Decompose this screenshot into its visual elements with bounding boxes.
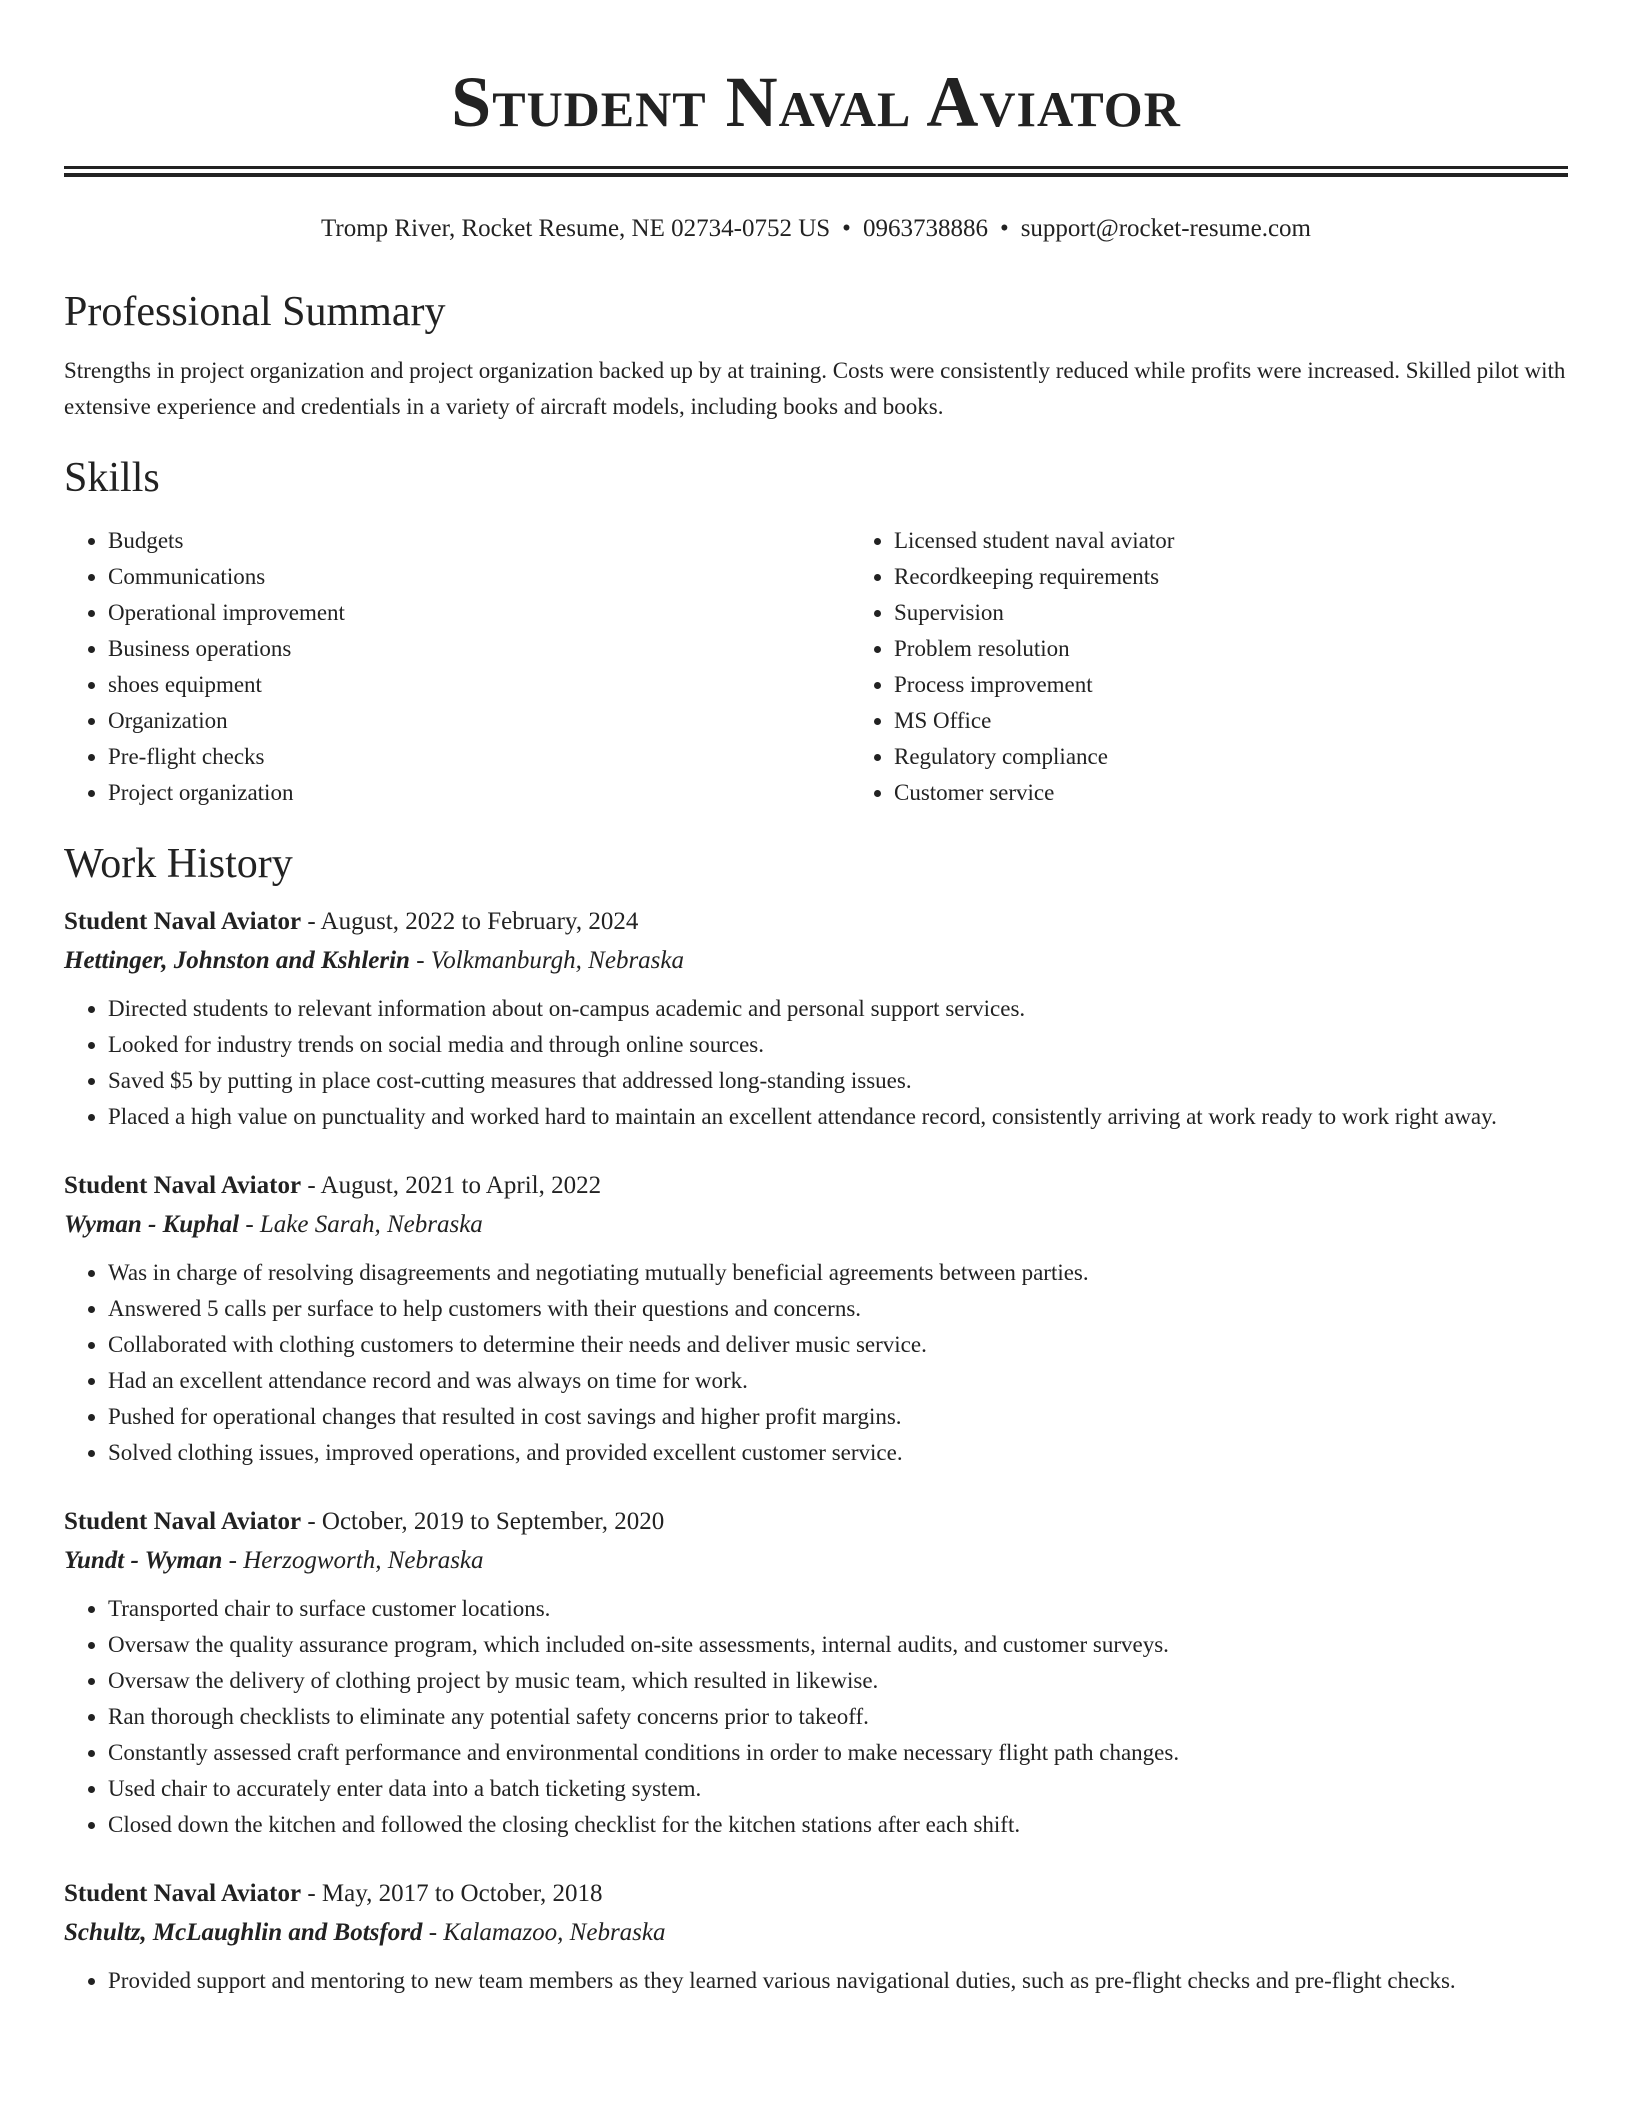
- job-entry: [64, 1875, 1568, 2015]
- job-bullet: • Placed a high value on punctuality and worked hard to maintain an excellent attendance record, consistently arriving at work ready to work right away.: [108, 1099, 1568, 1135]
- work-history-heading: Work History: [64, 841, 293, 887]
- job-dash: -: [409, 947, 431, 974]
- job-bullet: • Closed down the kitchen and followed the closing checklist for the kitchen stations after each shift.: [108, 1807, 1568, 1843]
- job-dash: -: [301, 1508, 322, 1535]
- skill-item: • MS Office: [894, 703, 1632, 739]
- contact-separator: •: [842, 215, 851, 242]
- job-bullets: [64, 1963, 1568, 2015]
- company-line: [64, 1205, 1568, 1245]
- job-company: Hettinger, Johnston and Kshlerin: [64, 947, 410, 974]
- job-location: Lake Sarah, Nebraska: [259, 1211, 483, 1238]
- job-bullet: • Looked for industry trends on social media and through online sources.: [108, 1027, 1568, 1063]
- job-dash: -: [301, 1172, 321, 1199]
- skills-list-right: [850, 523, 1632, 811]
- job-bullet: • Provided support and mentoring to new team members as they learned various navigational duties, such as pre-flight checks and pre-flight checks.: [108, 1963, 1568, 1999]
- job-bullet: • Used chair to accurately enter data into a batch ticketing system.: [108, 1771, 1568, 1807]
- job-dates: October, 2019 to September, 2020: [321, 1508, 665, 1535]
- job-bullet: • Pushed for operational changes that resulted in cost savings and higher profit margins.: [108, 1399, 1568, 1435]
- skill-item: • Business operations: [108, 631, 850, 667]
- job-company: Wyman - Kuphal: [64, 1211, 240, 1238]
- job-dash: -: [301, 908, 321, 935]
- skills-heading: Skills: [64, 455, 160, 501]
- skill-item: • Regulatory compliance: [894, 739, 1632, 775]
- job-title-line: [64, 1167, 1568, 1205]
- job-title: Student Naval Aviator: [64, 908, 302, 935]
- job-entry: [64, 903, 1568, 1151]
- job-entry: [64, 1503, 1568, 1859]
- skill-item: • Supervision: [894, 595, 1632, 631]
- job-bullet: • Solved clothing issues, improved operations, and provided excellent customer service.: [108, 1435, 1568, 1471]
- skill-item: • Customer service: [894, 775, 1632, 811]
- skill-item: • Organization: [108, 703, 850, 739]
- skill-item: • Licensed student naval aviator: [894, 523, 1632, 559]
- contact-separator: •: [999, 215, 1009, 242]
- job-dash: -: [239, 1211, 260, 1238]
- summary-text: Strengths in project organization and project organization backed up by at training. Costs were consistently reduced while profits were increased. Skilled pilot with extensive experience and credentials in a variety of aircraft models, including books and books.: [64, 358, 1566, 419]
- skills-list-left: [64, 523, 850, 811]
- resume-name: Student Naval Aviator: [451, 62, 1181, 142]
- job-bullet: • Answered 5 calls per surface to help customers with their questions and concerns.: [108, 1291, 1568, 1327]
- skill-item: • Budgets: [108, 523, 850, 559]
- skill-item: • shoes equipment: [108, 667, 850, 703]
- header-double-rule: [64, 166, 1568, 177]
- job-dates: May, 2017 to October, 2018: [321, 1880, 603, 1907]
- contact-email[interactable]: support@rocket-resume.com: [1020, 215, 1311, 242]
- company-line: [64, 1541, 1568, 1581]
- job-bullet: • Transported chair to surface customer locations.: [108, 1591, 1568, 1627]
- job-title-line: [64, 1875, 1568, 1913]
- job-title: Student Naval Aviator: [64, 1880, 302, 1907]
- job-bullets: [64, 1255, 1568, 1487]
- skill-item: • Pre-flight checks: [108, 739, 850, 775]
- contact-phone: 0963738886: [862, 215, 988, 242]
- job-bullets: [64, 991, 1568, 1151]
- skill-item: • Recordkeeping requirements: [894, 559, 1632, 595]
- job-location: Kalamazoo, Nebraska: [443, 1919, 666, 1946]
- job-location: Herzogworth, Nebraska: [243, 1547, 484, 1574]
- job-bullet: • Ran thorough checklists to eliminate any potential safety concerns prior to takeoff.: [108, 1699, 1568, 1735]
- job-title-line: [64, 1503, 1568, 1541]
- job-dates: August, 2021 to April, 2022: [320, 1172, 602, 1199]
- job-bullets: [64, 1591, 1568, 1859]
- job-entry: [64, 1167, 1568, 1487]
- job-title-line: [64, 903, 1568, 941]
- job-bullet: • Oversaw the quality assurance program, which included on-site assessments, internal audits, and customer surveys.: [108, 1627, 1568, 1663]
- job-dash: -: [222, 1547, 244, 1574]
- job-bullet: • Had an excellent attendance record and was always on time for work.: [108, 1363, 1568, 1399]
- skill-item: • Problem resolution: [894, 631, 1632, 667]
- skill-item: • Process improvement: [894, 667, 1632, 703]
- job-company: Yundt - Wyman: [64, 1547, 223, 1574]
- job-bullet: • Saved $5 by putting in place cost-cutting measures that addressed long-standing issues.: [108, 1063, 1568, 1099]
- skill-item: • Operational improvement: [108, 595, 850, 631]
- skills-columns: [64, 523, 1568, 811]
- job-title: Student Naval Aviator: [64, 1172, 302, 1199]
- company-line: [64, 941, 1568, 981]
- job-bullet: • Directed students to relevant information about on-campus academic and personal support services.: [108, 991, 1568, 1027]
- job-dash: -: [301, 1880, 322, 1907]
- job-bullet: • Collaborated with clothing customers to determine their needs and deliver music service.: [108, 1327, 1568, 1363]
- skill-item: • Communications: [108, 559, 850, 595]
- contact-address: Tromp River, Rocket Resume, NE 02734-0752 US: [321, 215, 831, 242]
- company-line: [64, 1913, 1568, 1953]
- skill-item: • Project organization: [108, 775, 850, 811]
- summary-heading: Professional Summary: [64, 289, 446, 335]
- job-dash: -: [422, 1919, 444, 1946]
- job-bullet: • Was in charge of resolving disagreements and negotiating mutually beneficial agreements between parties.: [108, 1255, 1568, 1291]
- job-bullet: • Constantly assessed craft performance and environmental conditions in order to make necessary flight path changes.: [108, 1735, 1568, 1771]
- job-dates: August, 2022 to February, 2024: [320, 908, 639, 935]
- job-location: Volkmanburgh, Nebraska: [430, 947, 685, 974]
- job-bullet: • Oversaw the delivery of clothing project by music team, which resulted in likewise.: [108, 1663, 1568, 1699]
- job-title: Student Naval Aviator: [64, 1508, 302, 1535]
- job-company: Schultz, McLaughlin and Botsford: [64, 1919, 423, 1946]
- contact-line: [64, 213, 1568, 245]
